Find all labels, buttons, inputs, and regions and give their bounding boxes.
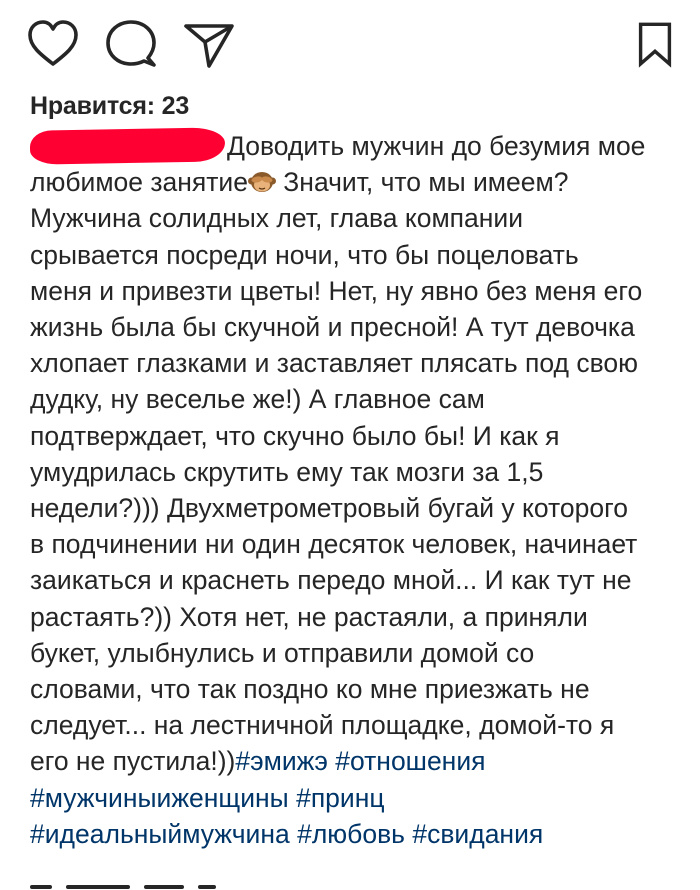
caption-line-10: умудрилась скрутить ему так мозги за 1,5: [30, 456, 544, 487]
heart-icon[interactable]: [26, 18, 80, 72]
caption-line-9: подтверждает, что скучно было бы! И как я: [30, 420, 560, 451]
caption-line-15: букет, улыбнулись и отправили домой со: [30, 637, 535, 668]
caption-text: Доводить мужчин до безумия мое: [227, 131, 646, 161]
caption-line-18: [30, 743, 692, 779]
caption-line-17: следует... на лестничной площадке, домой-то я: [30, 710, 615, 741]
likes-count[interactable]: Нравится: 23: [30, 92, 190, 120]
caption-line-7: хлопает глазками и заставляет плясать под свою: [30, 348, 638, 379]
caption-line-5: меня и привезти цветы! Нет, ну явно без меня его: [30, 275, 643, 306]
hashtag-link[interactable]: #отношения: [335, 746, 486, 777]
caption-line-11: недели?))) Двухметрометровый бугай у которого: [30, 493, 628, 524]
post-caption: [30, 128, 692, 852]
caption-line-6: жизнь была бы скучной и пресной! А тут девочка: [30, 312, 635, 343]
bookmark-icon[interactable]: [628, 18, 688, 72]
caption-line-3: Мужчина солидных лет, глава компании: [30, 203, 524, 234]
caption-line-1: [30, 128, 692, 164]
caption-line-16: словами, что так поздно ко мне приезжать не: [30, 674, 590, 705]
hashtag-link[interactable]: #любовь: [297, 818, 405, 849]
caption-line-13: заикаться и краснеть передо мной... И как тут не: [30, 565, 632, 596]
caption-line-14: растаять?)) Хотя нет, не растаяли, а приняли: [30, 601, 588, 632]
hashtag-link[interactable]: #принц: [296, 782, 385, 813]
caption-line-4: срывается посреди ночи, что бы поцеловать: [30, 239, 579, 270]
hashtag-link[interactable]: #идеальныймужчина: [30, 818, 290, 849]
caption-line-12: в подчинении ни один десяток человек, начинает: [30, 529, 638, 560]
send-icon[interactable]: [182, 18, 236, 72]
caption-line-19: [30, 780, 692, 816]
comment-icon[interactable]: [104, 18, 158, 72]
post-action-bar: [0, 0, 700, 90]
hashtag-link[interactable]: #мужчиныиженщины: [30, 782, 289, 813]
redacted-username: [30, 127, 226, 164]
see-no-evil-monkey-emoji: [248, 168, 276, 194]
caption-line-2: [30, 164, 692, 200]
caption-text: его не пустила!)): [30, 746, 236, 777]
caption-text: Значит, что мы имеем?: [275, 167, 569, 198]
caption-line-20: [30, 816, 692, 852]
hashtag-link[interactable]: #свидания: [412, 818, 544, 849]
caption-text: любимое занятие: [30, 167, 248, 198]
caption-line-8: дудку, ну веселье же!) А главное сам: [30, 384, 485, 415]
hashtag-link[interactable]: #эмижэ: [235, 746, 328, 777]
